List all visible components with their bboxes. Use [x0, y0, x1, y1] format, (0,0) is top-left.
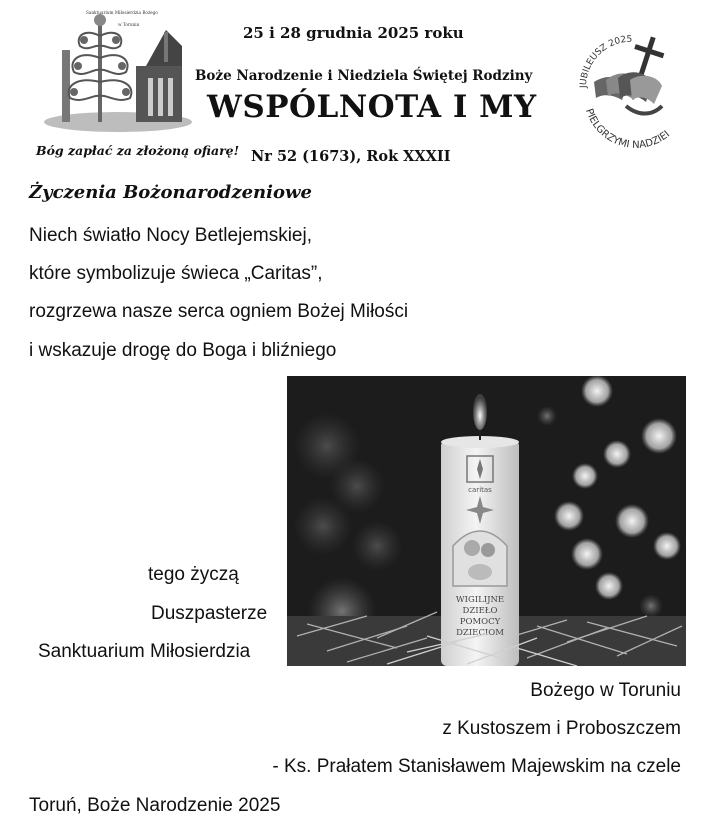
signature-line: Sanktuarium Miłosierdzia	[38, 641, 251, 662]
candle-photo	[287, 376, 686, 666]
signature-line: Duszpasterze	[151, 603, 268, 624]
signature-line: - Ks. Prałatem Stanisławem Majewskim na czele	[272, 756, 681, 777]
place-and-date: Toruń, Boże Narodzenie 2025	[29, 795, 281, 816]
candle-brand: caritas	[468, 486, 492, 494]
candle-label-line: DZIECIOM	[456, 628, 504, 638]
wishes-line: i wskazuje drogę do Boga i bliźniego	[29, 340, 337, 361]
issue-number: Nr 52 (1673), Rok XXXII	[251, 148, 451, 165]
header-title: WSPÓLNOTA I MY	[207, 89, 537, 125]
svg-text:PIELGRZYMI NADZIEI	[583, 107, 672, 150]
jubilee-top-text: JUBILEUSZ 2025	[578, 34, 633, 89]
signature-line: z Kustoszem i Proboszczem	[442, 718, 681, 739]
signature-line: tego życzą	[148, 564, 239, 585]
jubilee-bottom-text: PIELGRZYMI NADZIEI	[583, 107, 673, 150]
church-logo-caption-1: Sanktuarium Miłosierdzia Bożego	[86, 10, 158, 15]
signature-line: Bożego w Toruniu	[530, 680, 681, 701]
church-logo-caption-2: w Toruniu	[118, 22, 140, 27]
wishes-heading: Życzenia Bożonarodzeniowe	[29, 182, 312, 203]
header-occasion: Boże Narodzenie i Niedziela Świętej Rodziny	[195, 68, 533, 84]
jubilee-logo	[566, 20, 696, 150]
wishes-line: które symbolizuje świeca „Caritas”,	[29, 263, 323, 284]
church-logo	[40, 6, 192, 134]
thanks-text: Bóg zapłać za złożoną ofiarę!	[36, 143, 240, 158]
header-date: 25 i 28 grudnia 2025 roku	[243, 24, 464, 42]
candle-label-line: POMOCY	[459, 617, 501, 627]
candle-label-line: WIGILIJNE	[455, 595, 505, 605]
wishes-line: Niech światło Nocy Betlejemskiej,	[29, 225, 312, 246]
candle-label-line: DZIEŁO	[462, 606, 498, 616]
wishes-line: rozgrzewa nasze serca ogniem Bożej Miłości	[29, 301, 409, 322]
